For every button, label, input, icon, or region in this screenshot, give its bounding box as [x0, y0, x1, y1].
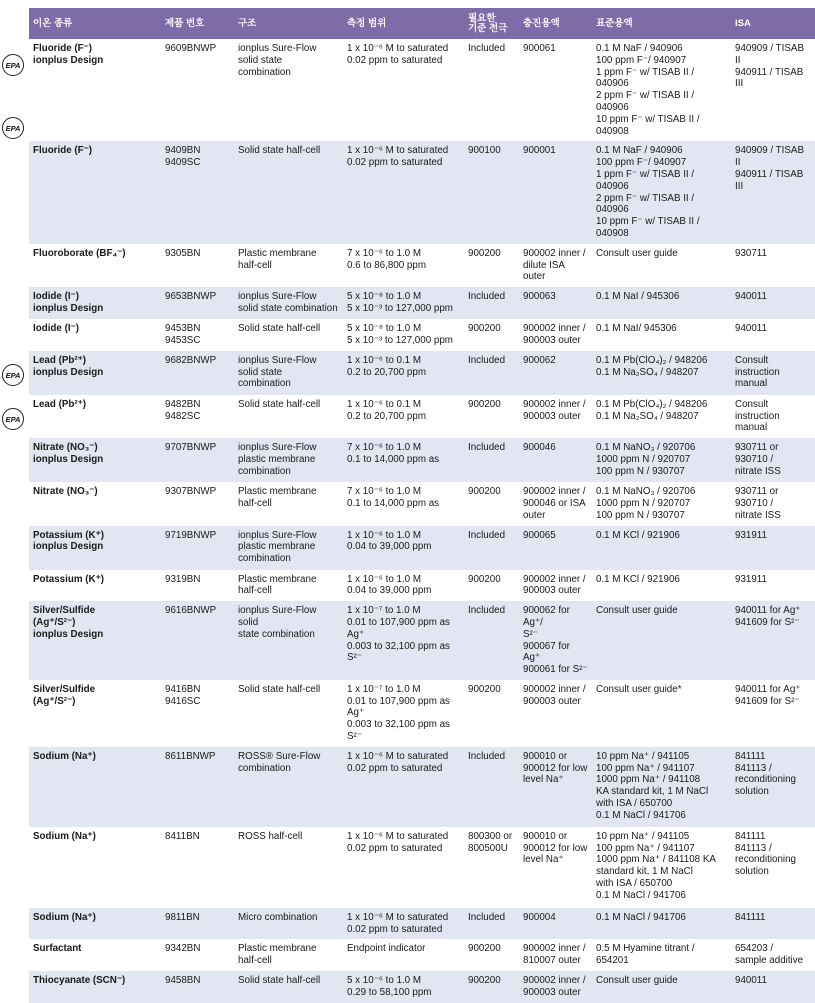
cell-range: 5 x 10⁻⁶ to 1.0 M 0.29 to 58,100 ppm: [343, 971, 464, 1003]
cell-isa: 841111: [731, 908, 815, 940]
cell-product: 9453BN 9453SC: [165, 322, 201, 346]
cell-filling: 900063: [519, 287, 592, 319]
cell-reference: Included: [464, 351, 519, 395]
cell-product: 9707BNWP: [161, 438, 234, 482]
cell-isa: 930711 or 930710 / nitrate ISS: [731, 438, 815, 482]
cell-product: 9719BNWP: [161, 526, 234, 570]
cell-range: 1 x 10⁻⁷ to 1.0 M 0.01 to 107,900 ppm as Ag⁺ 0.003 to 32,100 ppm as S²⁻: [347, 683, 450, 743]
cell-product: 9609BNWP: [165, 43, 217, 54]
cell-standard: 0.1 M NaI/ 945306: [596, 322, 677, 334]
cell-structure: Solid state half-cell: [238, 398, 321, 410]
cell-structure: Solid state half-cell: [234, 971, 343, 1003]
cell-filling: 900062: [519, 351, 592, 395]
cell-product: 9409BN 9409SC: [161, 141, 234, 243]
header-ion-type: 이온 종류: [29, 8, 161, 39]
cell-structure: Solid state half-cell: [234, 141, 343, 243]
cell-standard: Consult user guide: [596, 247, 678, 259]
cell-ion-name: Iodide (I⁻) ionplus Design: [29, 287, 161, 319]
cell-filling: 900002 inner / dilute ISA outer: [523, 247, 586, 283]
cell-structure: Solid state half-cell: [238, 683, 321, 695]
cell-product: 9653BNWP: [161, 287, 234, 319]
cell-isa: 930711 or 930710 / nitrate ISS: [735, 486, 781, 521]
cell-ion-name: Lead (Pb²⁺) ionplus Design: [29, 351, 161, 395]
cell-filling: 900065: [519, 526, 592, 570]
cell-structure: ionplus Sure-Flow plastic membrane combination: [234, 438, 343, 482]
cell-structure: ionplus Sure-Flow plastic membrane combination: [234, 526, 343, 570]
cell-range: 5 x 10⁻⁸ to 1.0 M 5 x 10⁻³ to 127,000 ppm: [347, 322, 453, 346]
table-row: [29, 526, 815, 570]
cell-standard: 0.1 M NaNO₃ / 920706 1000 ppm N / 920707 100 ppm N / 930707: [592, 438, 731, 482]
table-row: [29, 827, 815, 908]
cell-range: 1 x 10⁻⁶ M to saturated 0.02 ppm to saturated: [343, 747, 464, 827]
table-row: [29, 244, 815, 287]
cell-filling: 900001: [519, 141, 592, 243]
cell-range: 1 x 10⁻⁶ M to saturated 0.02 ppm to saturated: [343, 141, 464, 243]
cell-structure: Plastic membrane half-cell: [238, 486, 317, 509]
cell-filling: 900002 inner / 900003 outer: [523, 573, 586, 597]
table-header-row: [29, 8, 815, 39]
cell-product: 8411BN: [165, 830, 200, 842]
cell-filling: 900046: [519, 438, 592, 482]
header-structure: 구조: [234, 8, 343, 39]
cell-isa: 931911: [735, 573, 767, 585]
cell-standard: 0.1 M NaF / 940906 100 ppm F⁻/ 940907 1 ppm F⁻ w/ TISAB II / 040906 2 ppm F⁻ w/ TISAB II / 040906 10 ppm F⁻ w/ TISAB II / 040908: [596, 43, 700, 137]
cell-ion-name: Fluoroborate (BF₄⁻): [33, 247, 126, 259]
cell-filling: 900002 inner / 900003 outer: [523, 683, 586, 707]
cell-range: 1 x 10⁻⁶ to 1.0 M 0.04 to 39,000 ppm: [343, 526, 464, 570]
header-isa: ISA: [731, 8, 815, 39]
electrode-table: [29, 8, 815, 1003]
cell-isa: 841111 841113 / reconditioning solution: [735, 830, 797, 878]
cell-reference: Included: [464, 526, 519, 570]
cell-ion-name: Thiocyanate (SCN⁻): [29, 971, 161, 1003]
cell-isa: 931911: [731, 526, 815, 570]
table-row: [29, 680, 815, 747]
cell-structure: ionplus Sure-Flow solid state combination: [234, 287, 343, 319]
cell-structure: Micro combination: [234, 908, 343, 940]
table-row: [29, 438, 815, 482]
cell-structure: Plastic membrane half-cell: [238, 943, 317, 967]
cell-ion-name: Potassium (K⁺): [33, 573, 105, 585]
cell-standard: 0.1 M Pb(ClO₄)₂ / 948206 0.1 M Na₂SO₄ / 948207: [596, 398, 708, 422]
epa-icon: EPA: [2, 54, 24, 76]
table-row: [29, 747, 815, 827]
cell-range: 1 x 10⁻⁶ to 0.1 M 0.2 to 20,700 ppm: [343, 351, 464, 395]
cell-reference: Included: [468, 43, 506, 54]
cell-product: 9416BN 9416SC: [165, 683, 201, 707]
cell-isa: 940011 for Ag⁺ 941609 for S²⁻: [731, 601, 815, 680]
cell-reference: 900200: [464, 971, 519, 1003]
cell-range: 1 x 10⁻⁶ to 0.1 M 0.2 to 20,700 ppm: [347, 398, 426, 422]
header-reference-electrode: 필요한 기준 전극: [464, 8, 519, 39]
cell-filling: 900002 inner / 900003 outer: [523, 398, 586, 422]
cell-standard: 0.1 M Pb(ClO₄)₂ / 948206 0.1 M Na₂SO₄ / 948207: [592, 351, 731, 395]
header-product-number: 제품 번호: [161, 8, 234, 39]
cell-product: 8611BNWP: [161, 747, 234, 827]
table-row: [29, 141, 815, 243]
cell-ion-name: Lead (Pb²⁺): [33, 398, 87, 410]
cell-structure: ROSS® Sure-Flow combination: [234, 747, 343, 827]
cell-structure: ROSS half-cell: [238, 830, 303, 842]
cell-ion-name: Fluoride (F⁻) ionplus Design: [33, 43, 104, 66]
cell-standard: 0.1 M NaCl / 941706: [592, 908, 731, 940]
table-row: [29, 39, 815, 141]
cell-reference: 800300 or 800500U: [468, 830, 513, 854]
cell-reference: 900100: [464, 141, 519, 243]
cell-structure: ionplus Sure-Flow solid state combination: [234, 601, 343, 680]
epa-icon: EPA: [2, 408, 24, 430]
cell-product: 9319BN: [165, 573, 201, 585]
cell-isa: 930711: [735, 247, 767, 259]
cell-standard: 0.5 M Hyamine titrant / 654201: [596, 943, 695, 967]
cell-structure: Solid state half-cell: [238, 322, 321, 334]
cell-isa: 940909 / TISAB II 940911 / TISAB III: [731, 141, 815, 243]
cell-ion-name: Silver/Sulfide (Ag⁺/S²⁻): [33, 683, 96, 707]
table-row: [29, 395, 815, 438]
cell-isa: Consult instruction manual: [735, 398, 780, 434]
cell-product: 9307BNWP: [165, 486, 217, 498]
cell-product: 9811BN: [161, 908, 234, 940]
table-row: [29, 351, 815, 395]
cell-product: 9616BNWP: [161, 601, 234, 680]
cell-ion-name: Fluoride (F⁻): [29, 141, 161, 243]
cell-filling: 900061: [523, 43, 556, 54]
cell-reference: Included: [464, 287, 519, 319]
cell-product: 9305BN: [165, 247, 201, 259]
cell-range: 1 x 10⁻⁶ M to saturated 0.02 ppm to saturated: [347, 43, 449, 66]
cell-standard: Consult user guide*: [596, 683, 682, 695]
cell-filling: 900004: [519, 908, 592, 940]
cell-product: 9682BNWP: [161, 351, 234, 395]
epa-icon: EPA: [2, 117, 24, 139]
table-row: [29, 971, 815, 1003]
cell-filling: 900002 inner / 900003 outer: [523, 322, 586, 346]
cell-product: 9458BN: [161, 971, 234, 1003]
cell-standard: Consult user guide: [592, 971, 731, 1003]
cell-isa: Consult instruction manual: [731, 351, 815, 395]
cell-filling: 900010 or 900012 for low level Na⁺: [523, 830, 588, 866]
cell-reference: 900200: [468, 943, 501, 955]
cell-reference: 900200: [468, 322, 501, 334]
cell-standard: 10 ppm Na⁺ / 941105 100 ppm Na⁺ / 941107 1000 ppm Na⁺ / 941108 KA standard kit, 1 M NaCl with ISA / 650700 0.1 M NaCl / 941706: [592, 747, 731, 827]
cell-standard: 0.1 M NaF / 940906 100 ppm F⁻/ 940907 1 ppm F⁻ w/ TISAB II / 040906 2 ppm F⁻ w/ TISAB II / 040906 10 ppm F⁻ w/ TISAB II / 040908: [592, 141, 731, 243]
cell-structure: Plastic membrane half-cell: [238, 573, 317, 597]
cell-standard: 0.1 M KCl / 921906: [592, 526, 731, 570]
cell-reference: 900200: [468, 247, 501, 259]
cell-ion-name: Surfactant: [33, 943, 82, 955]
table-row: [29, 908, 815, 940]
cell-structure: ionplus Sure-Flow solid state combination: [238, 43, 317, 78]
cell-range: 1 x 10⁻⁶ M to saturated 0.02 ppm to saturated: [347, 830, 449, 854]
cell-range: 1 x 10⁻⁶ to 1.0 M 0.04 to 39,000 ppm: [347, 573, 432, 597]
cell-filling: 900062 for Ag⁺/ S²⁻ 900067 for Ag⁺ 900061 for S²⁻: [519, 601, 592, 680]
cell-reference: 900200: [468, 683, 501, 695]
table-row: [29, 287, 815, 319]
table-row: [29, 570, 815, 602]
table-row: [29, 601, 815, 680]
cell-range: 7 x 10⁻⁶ to 1.0 M 0.1 to 14,000 ppm as: [347, 486, 440, 509]
cell-range: 7 x 10⁻⁶ to 1.0 M 0.1 to 14,000 ppm as: [343, 438, 464, 482]
cell-structure: Plastic membrane half-cell: [238, 247, 317, 271]
cell-product: 9482BN 9482SC: [165, 398, 201, 422]
cell-isa: 654203 / sample additive: [735, 943, 804, 967]
cell-standard: 0.1 M NaI / 945306: [592, 287, 731, 319]
cell-range: 5 x 10⁻⁸ to 1.0 M 5 x 10⁻³ to 127,000 ppm: [343, 287, 464, 319]
cell-filling: 900010 or 900012 for low level Na⁺: [519, 747, 592, 827]
cell-ion-name: Silver/Sulfide (Ag⁺/S²⁻) ionplus Design: [29, 601, 161, 680]
cell-ion-name: Sodium (Na⁺): [33, 830, 96, 842]
header-standard-solution: 표준용액: [592, 8, 731, 39]
header-measurement-range: 측정 범위: [343, 8, 464, 39]
cell-standard: Consult user guide: [592, 601, 731, 680]
cell-isa: 841111 841113 / reconditioning solution: [731, 747, 815, 827]
table-row: [29, 319, 815, 351]
cell-structure: ionplus Sure-Flow solid state combination: [234, 351, 343, 395]
cell-ion-name: Nitrate (NO₃⁻) ionplus Design: [29, 438, 161, 482]
cell-ion-name: Nitrate (NO₃⁻): [33, 486, 98, 498]
cell-isa: 940011: [735, 322, 767, 334]
cell-range: 1 x 10⁻⁷ to 1.0 M 0.01 to 107,900 ppm as Ag⁺ 0.003 to 32,100 ppm as S²⁻: [343, 601, 464, 680]
cell-reference: Included: [464, 601, 519, 680]
cell-ion-name: Sodium (Na⁺): [29, 747, 161, 827]
cell-isa: 940011 for Ag⁺ 941609 for S²⁻: [735, 683, 801, 707]
header-filling-solution: 충진용액: [519, 8, 592, 39]
cell-ion-name: Potassium (K⁺) ionplus Design: [29, 526, 161, 570]
cell-reference: Included: [464, 908, 519, 940]
cell-standard: 10 ppm Na⁺ / 941105 100 ppm Na⁺ / 941107 1000 ppm Na⁺ / 841108 KA standard kit, 1 M NaCl with ISA / 650700 0.1 M NaCl / 941706: [596, 830, 716, 901]
cell-reference: Included: [464, 438, 519, 482]
cell-range: 7 x 10⁻⁶ to 1.0 M 0.6 to 86,800 ppm: [347, 247, 426, 271]
cell-ion-name: Sodium (Na⁺): [29, 908, 161, 940]
epa-icon: EPA: [2, 364, 24, 386]
cell-filling: 900002 inner / 810007 outer: [523, 943, 586, 967]
cell-standard: 0.1 M KCl / 921906: [596, 573, 680, 585]
cell-standard: 0.1 M NaNO₃ / 920706 1000 ppm N / 920707 100 ppm N / 930707: [596, 486, 696, 521]
cell-reference: Included: [464, 747, 519, 827]
cell-filling: 900002 inner / 900046 or ISA outer: [523, 486, 586, 521]
cell-reference: 900200: [468, 398, 501, 410]
cell-range: 1 x 10⁻⁶ M to saturated 0.02 ppm to saturated: [343, 908, 464, 940]
cell-reference: 900200: [468, 486, 501, 498]
cell-isa: 940011: [731, 971, 815, 1003]
table-row: [29, 482, 815, 525]
table-row: [29, 939, 815, 971]
cell-filling: 900002 inner / 900003 outer: [519, 971, 592, 1003]
cell-product: 9342BN: [165, 943, 201, 955]
cell-isa: 940011: [731, 287, 815, 319]
cell-reference: 900200: [468, 573, 501, 585]
cell-ion-name: Iodide (I⁻): [33, 322, 79, 334]
cell-range: Endpoint indicator: [347, 943, 426, 955]
cell-isa: 940909 / TISAB II 940911 / TISAB III: [735, 43, 804, 90]
